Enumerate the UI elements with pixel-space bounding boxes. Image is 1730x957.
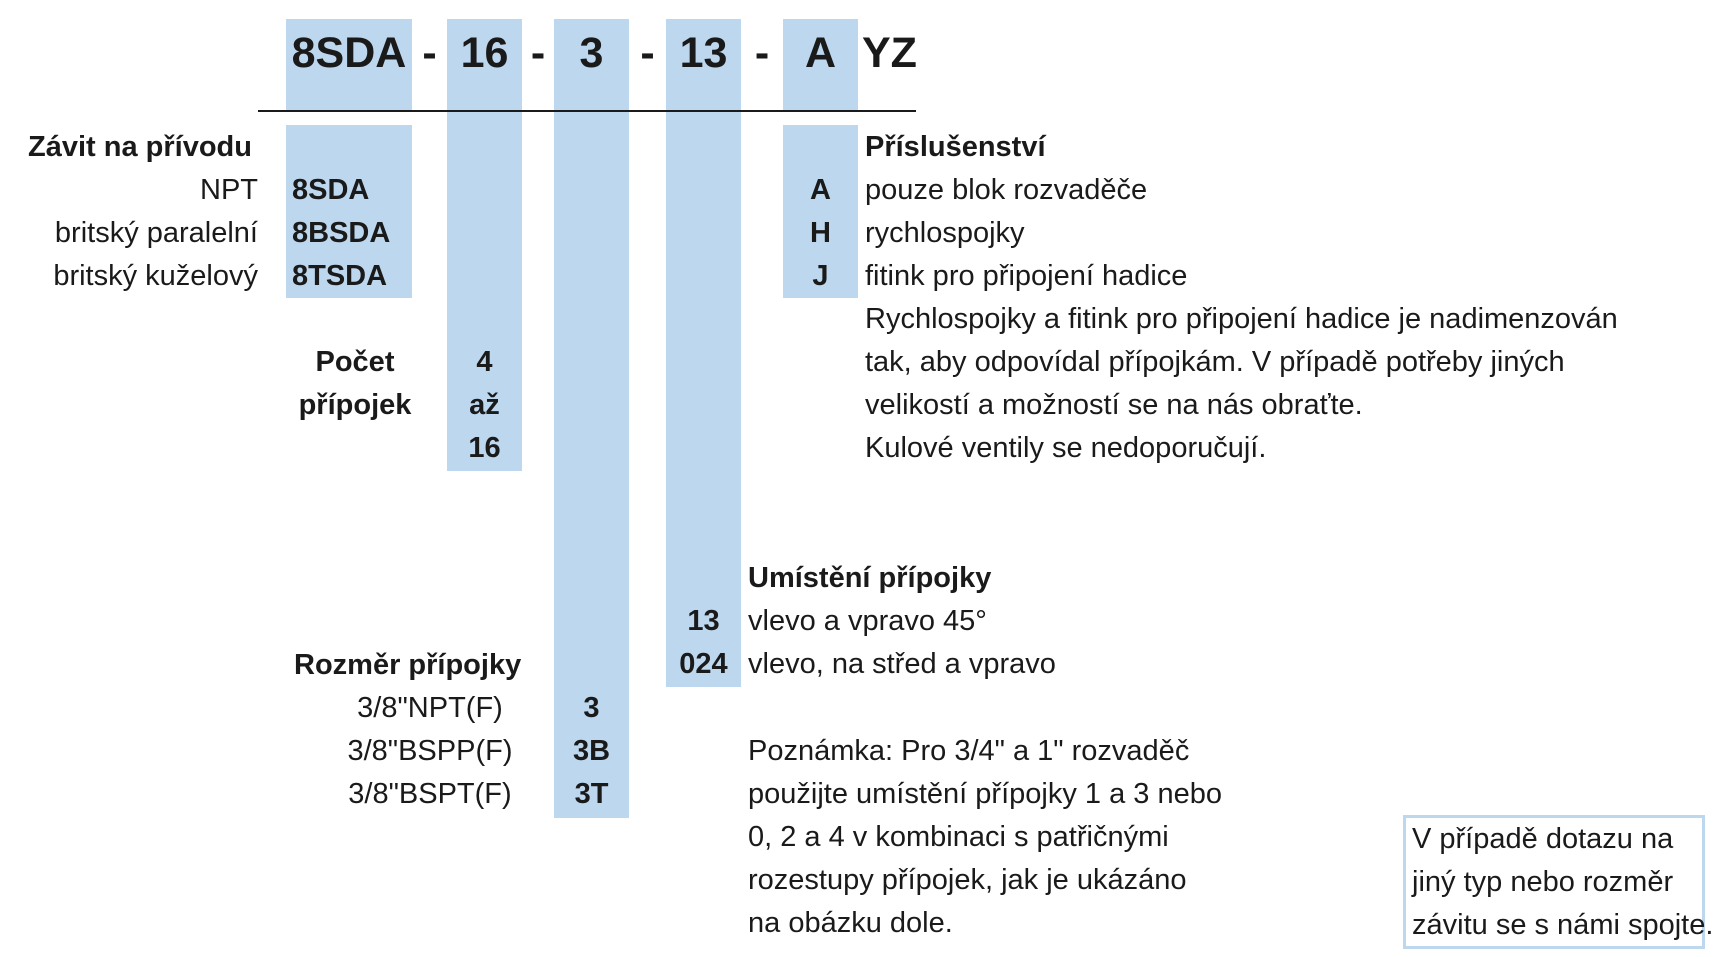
remark-line2: použijte umístění přípojky 1 a 3 nebo — [748, 778, 1222, 810]
code-underline — [258, 110, 916, 112]
thread-code-bspp: 8BSDA — [292, 217, 391, 249]
code-dash: - — [754, 29, 770, 77]
size-label-bspp: 3/8"BSPP(F) — [347, 735, 513, 767]
code-dash: - — [640, 29, 655, 77]
accessory-label-j: fitink pro připojení hadice — [865, 260, 1188, 292]
accessories-title: Příslušenství — [865, 131, 1046, 163]
accessory-note-line3: velikostí a možností se na nás obraťte. — [865, 389, 1363, 421]
position-label-13: vlevo a vpravo 45° — [748, 605, 987, 637]
contact-line3: závitu se s námi spojte. — [1412, 909, 1714, 941]
position-title: Umístění přípojky — [748, 562, 992, 594]
thread-label-npt: NPT — [200, 174, 258, 206]
contact-line1: V případě dotazu na — [1412, 823, 1674, 855]
count-value-max: 16 — [468, 432, 501, 464]
accessory-note-line4: Kulové ventily se nedoporučují. — [865, 432, 1267, 464]
remark-line4: rozestupy přípojek, jak je ukázáno — [748, 864, 1187, 896]
position-label-024: vlevo, na střed a vpravo — [748, 648, 1056, 680]
thread-code-bspt: 8TSDA — [292, 260, 388, 292]
contact-line2: jiný typ nebo rozměr — [1412, 866, 1674, 898]
remark-line1: Poznámka: Pro 3/4" a 1" rozvaděč — [748, 735, 1190, 767]
accessory-label-a: pouze blok rozvaděče — [865, 174, 1148, 206]
accessory-code-a: A — [810, 174, 831, 206]
size-code-npt: 3 — [583, 692, 600, 724]
count-title-line2: přípojek — [298, 389, 412, 421]
contact-box — [1403, 815, 1714, 949]
remark-line3: 0, 2 a 4 v kombinaci s patřičnými — [748, 821, 1169, 853]
thread-title: Závit na přívodu — [28, 131, 252, 163]
accessory-note-line2: tak, aby odpovídal přípojkám. V případě potřeby jiných — [865, 346, 1565, 378]
code-segment-accessory: A — [804, 29, 837, 77]
position-code-13: 13 — [687, 605, 720, 637]
size-label-bspt: 3/8"BSPT(F) — [348, 778, 512, 810]
code-dash: - — [422, 29, 437, 77]
size-code-bspt: 3T — [574, 778, 609, 810]
code-segment-yz: YZ — [862, 29, 917, 77]
thread-label-bspt: britský kuželový — [53, 260, 258, 292]
count-value-min: 4 — [476, 346, 493, 378]
code-segment-count: 16 — [460, 29, 509, 77]
thread-code-npt: 8SDA — [292, 174, 370, 206]
size-label-npt: 3/8"NPT(F) — [357, 692, 503, 724]
code-segment-size: 3 — [579, 29, 604, 77]
count-value-to: až — [469, 389, 500, 421]
code-dash: - — [530, 29, 546, 77]
count-title-line1: Počet — [315, 346, 395, 378]
code-segment-position: 13 — [679, 29, 728, 77]
thread-label-bspp: britský paralelní — [54, 217, 258, 249]
code-segment-thread: 8SDA — [291, 29, 407, 77]
accessory-note-line1: Rychlospojky a fitink pro připojení hadice je nadimenzován — [865, 303, 1618, 335]
position-code-024: 024 — [679, 648, 728, 680]
band-position-column — [666, 19, 741, 687]
size-code-bspp: 3B — [572, 735, 611, 767]
remark-line5: na obázku dole. — [748, 907, 953, 939]
accessory-code-h: H — [810, 217, 831, 249]
accessory-label-h: rychlospojky — [865, 217, 1025, 249]
accessory-code-j: J — [812, 260, 829, 292]
size-title: Rozměr přípojky — [294, 649, 522, 681]
